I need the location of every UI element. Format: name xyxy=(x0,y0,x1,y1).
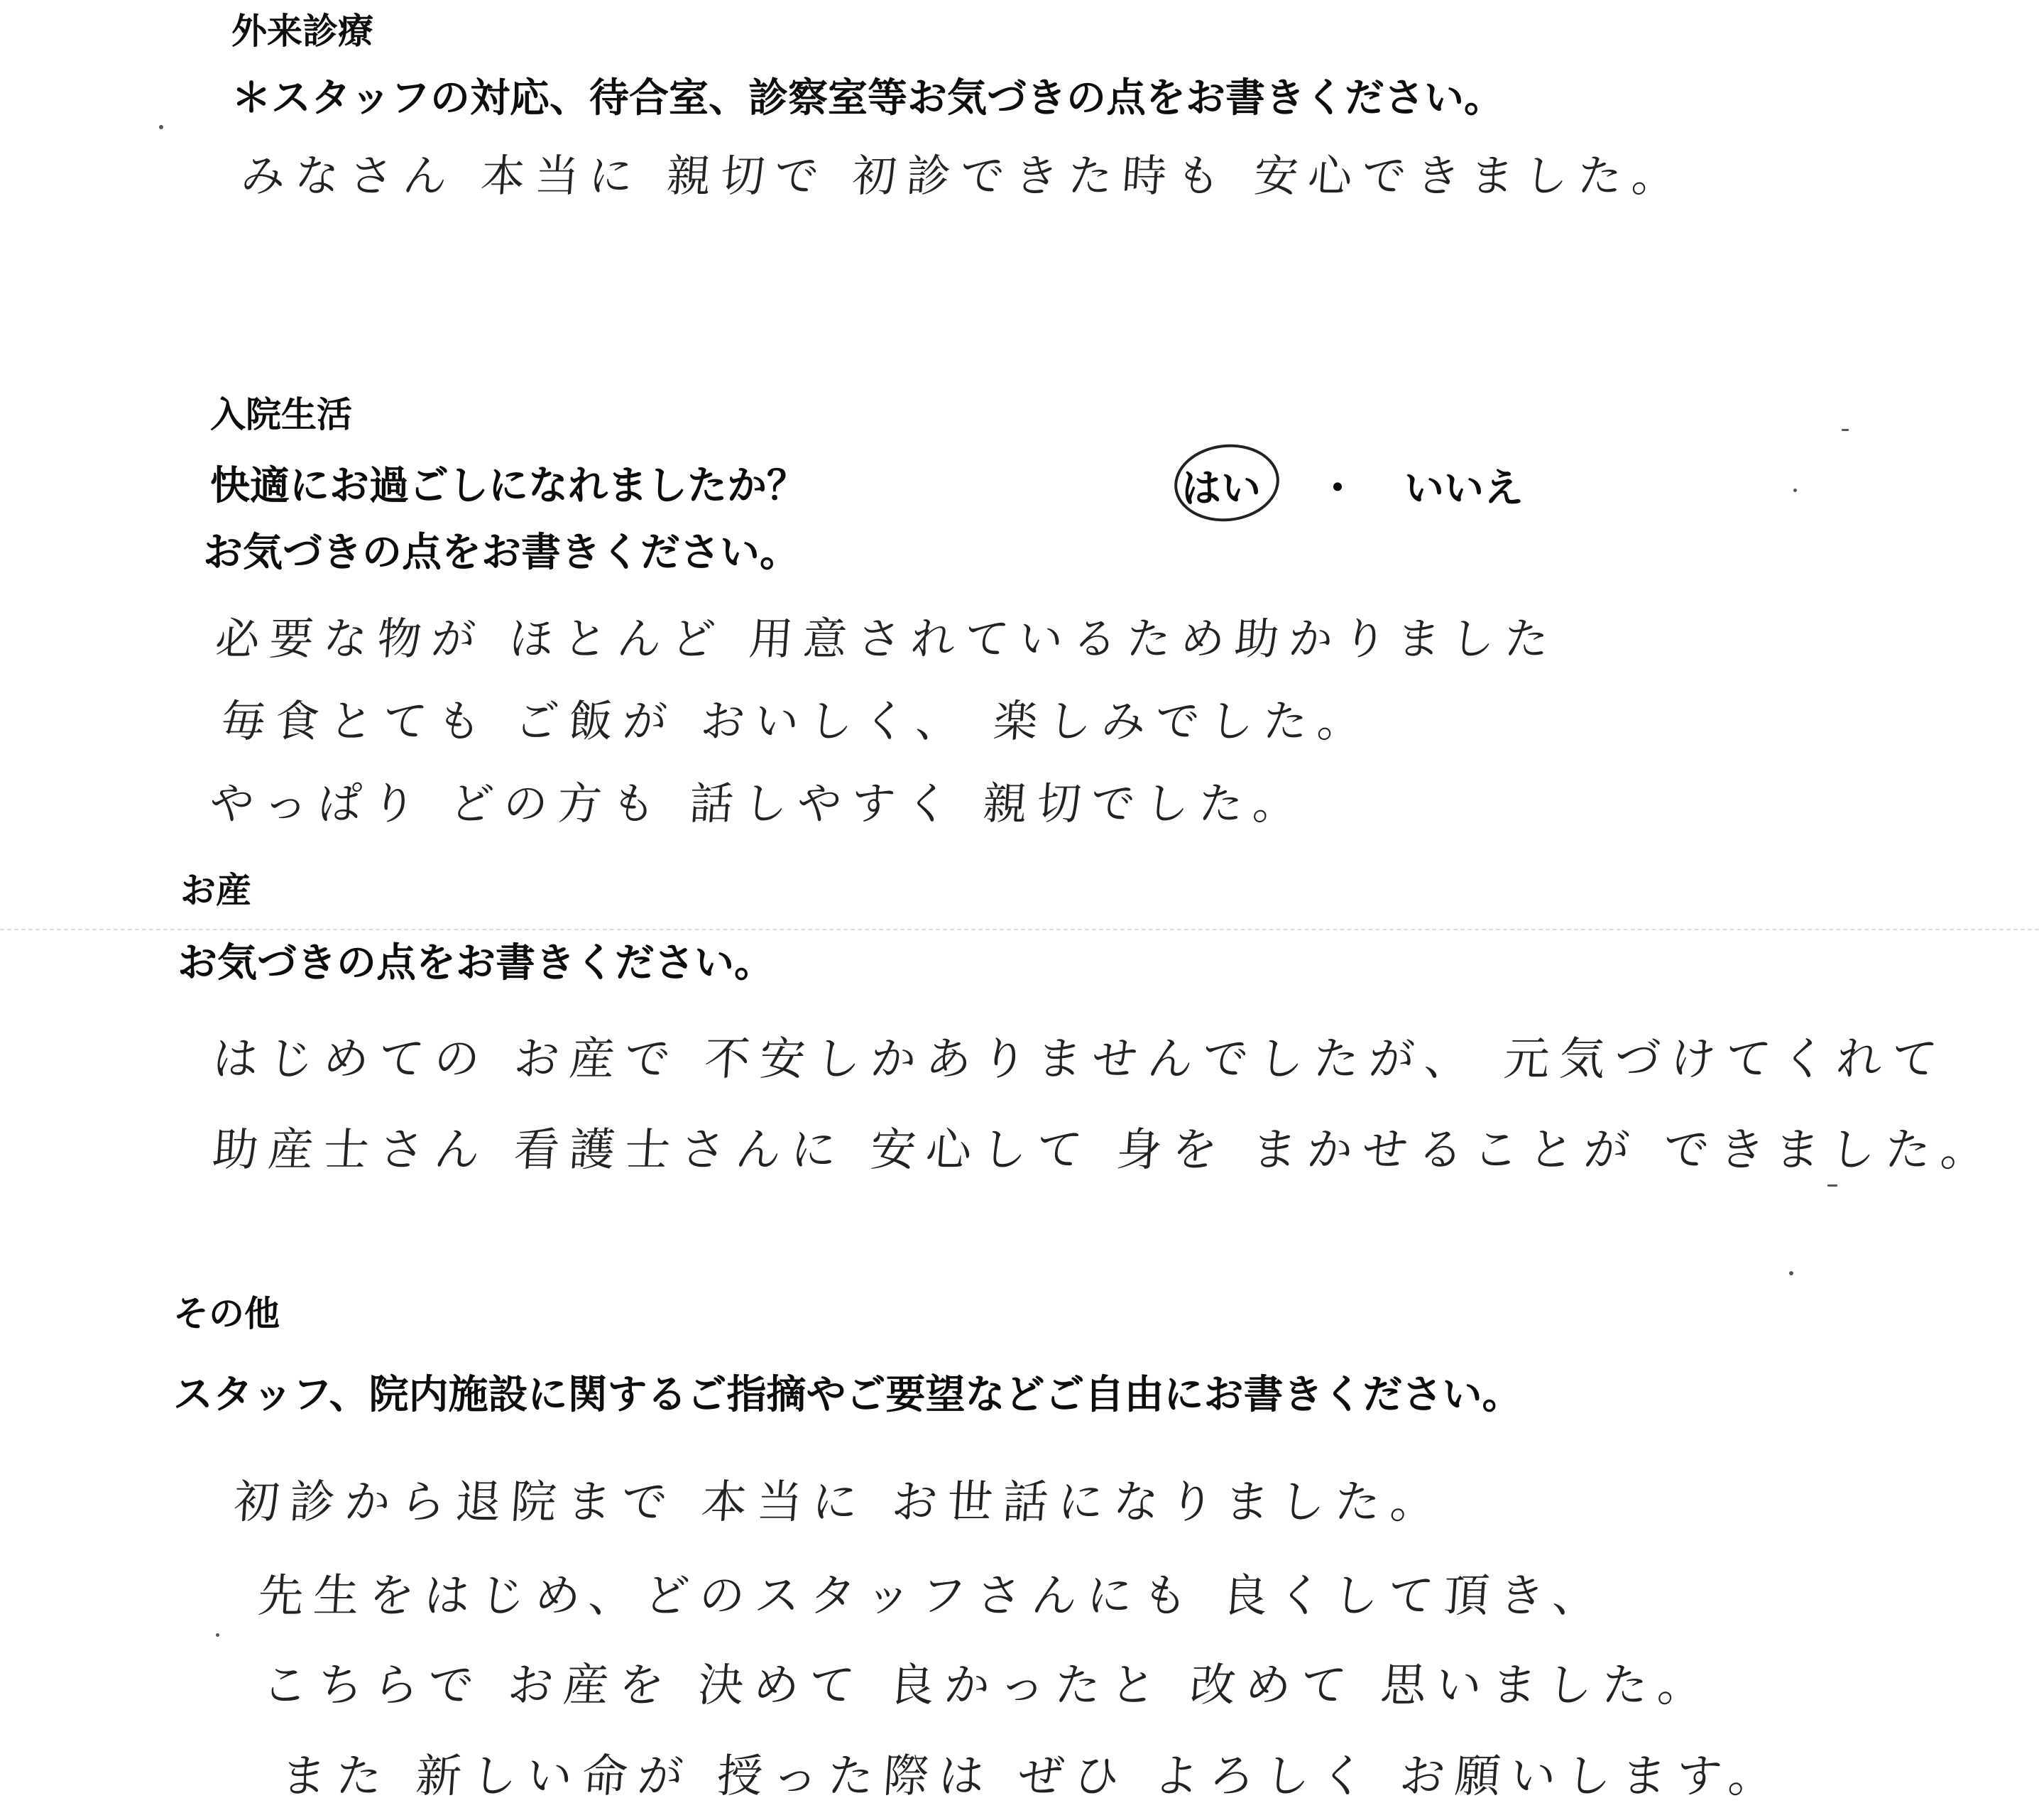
outpatient-heading: 外来診療 xyxy=(231,11,373,52)
other-answer-line: また 新しい命が 授った際は ぜひ よろしく お願いします。 xyxy=(278,1750,1786,1803)
option-yes: はい xyxy=(1181,466,1261,512)
paper-fold-line xyxy=(0,929,2039,930)
delivery-heading: お産 xyxy=(180,870,251,911)
inpatient-answer-line: 必要な物が ほとんど 用意されているため助かりました xyxy=(214,613,1560,665)
other-answer-line: こちらで お産を 決めて 良かったと 改めて 思いました。 xyxy=(260,1660,1715,1712)
scan-speck xyxy=(159,125,163,129)
delivery-answer-line: 助産士さん 看護士さんに 安心して 身を まかせることが できました。 xyxy=(210,1124,1998,1177)
scan-speck xyxy=(1789,1271,1793,1275)
option-separator: ・ xyxy=(1318,466,1357,512)
inpatient-answer-line: やっぱり どの方も 話しやすく 親切でした。 xyxy=(208,778,1309,829)
outpatient-prompt: ＊スタッフの対応、待合室、診察室等お気づきの点をお書きください。 xyxy=(231,75,1504,121)
inpatient-answer-line: 毎食とても ご飯が おいしく、 楽しみでした。 xyxy=(219,695,1374,747)
scan-speck xyxy=(216,1633,219,1637)
other-answer-line: 先生をはじめ、どのスタッフさんにも 良くして頂き、 xyxy=(256,1570,1610,1623)
scan-speck xyxy=(1827,1184,1837,1187)
other-prompt: スタッフ、院内施設に関するご指摘やご要望などご自由にお書きください。 xyxy=(173,1372,1522,1418)
scan-speck xyxy=(1842,429,1849,431)
inpatient-heading: 入院生活 xyxy=(210,394,352,435)
scan-speck xyxy=(1793,489,1797,492)
inpatient-prompt: お気づきの点をお書きください。 xyxy=(203,530,799,576)
option-no: いいえ xyxy=(1404,466,1524,512)
outpatient-answer: みなさん 本当に 親切で 初診できた時も 安心できました。 xyxy=(239,150,1688,202)
delivery-prompt: お気づきの点をお書きください。 xyxy=(177,940,774,986)
other-heading: その他 xyxy=(173,1293,280,1334)
other-answer-line: 初診から退院まで 本当に お世話になりました。 xyxy=(231,1476,1448,1529)
delivery-answer-line: はじめての お産で 不安しかありませんでしたが、 元気づけてくれて xyxy=(210,1033,1950,1086)
inpatient-question: 快適にお過ごしになれましたか？ xyxy=(210,463,807,509)
